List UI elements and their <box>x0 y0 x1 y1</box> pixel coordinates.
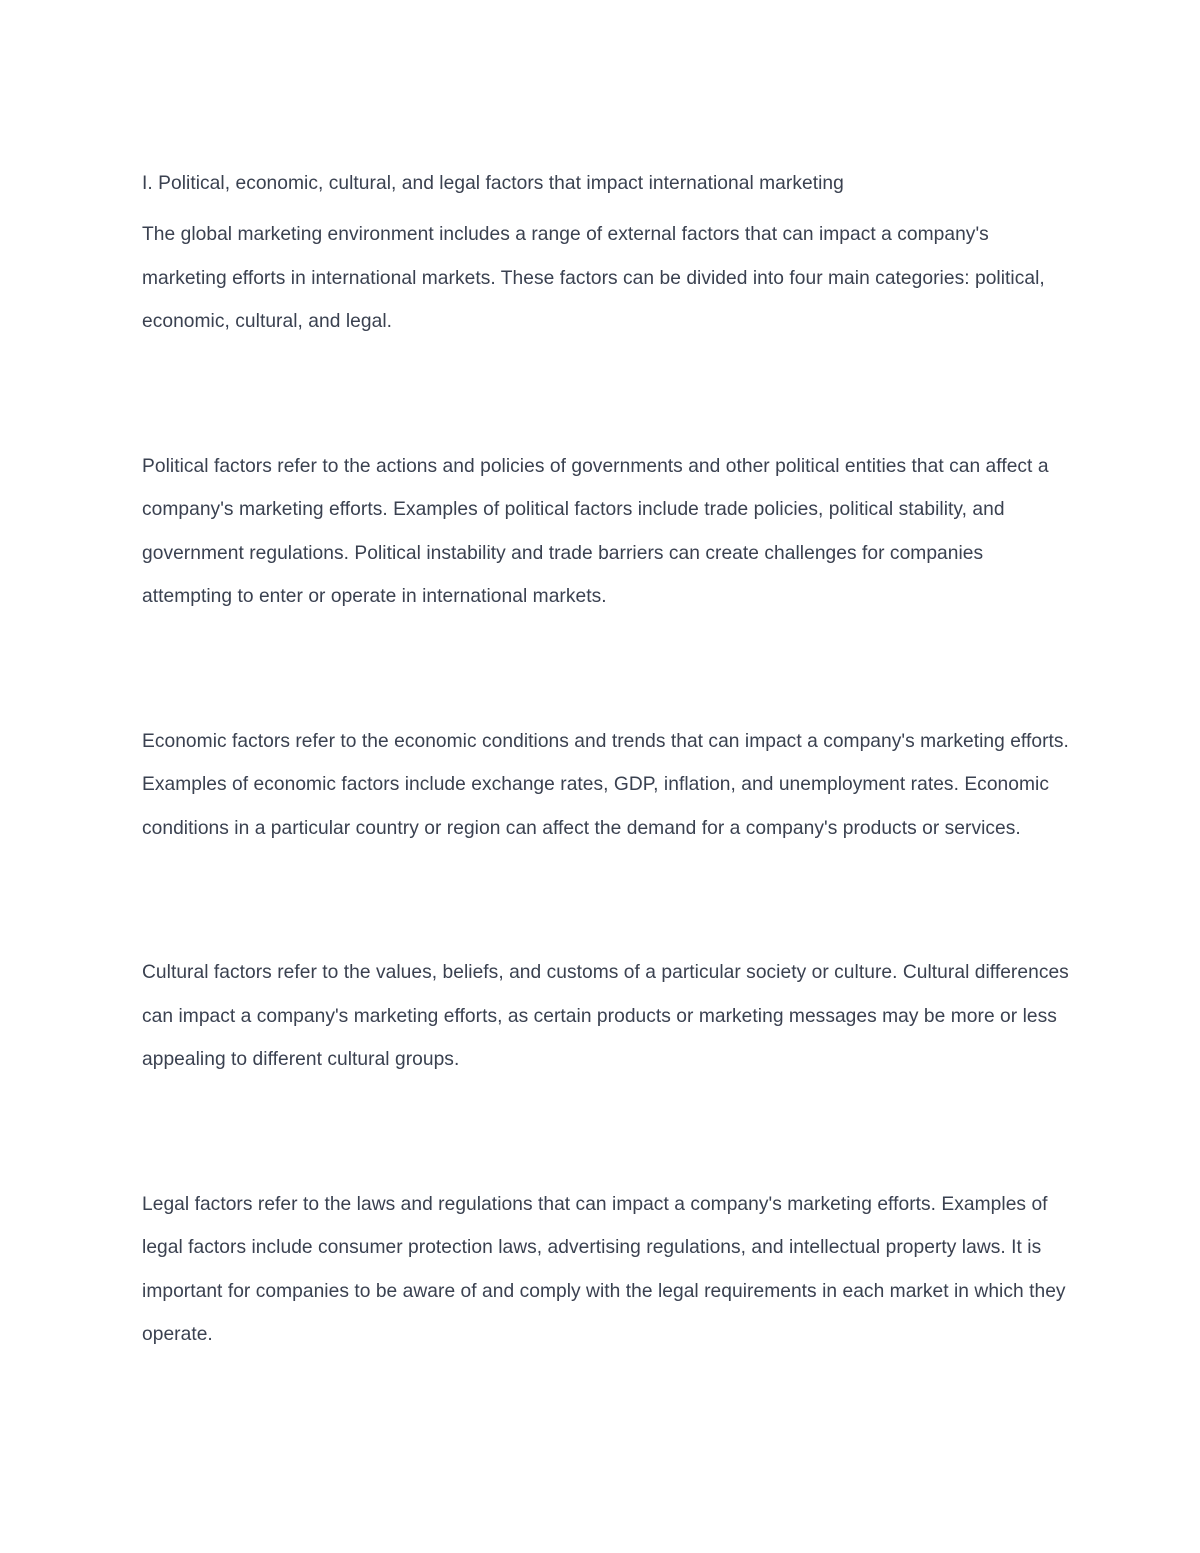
document-body <box>142 168 1072 1357</box>
paragraph-intro: The global marketing environment includes a range of external factors that can impact a company's marketing efforts in international markets. These factors can be divided into four main categories: political, economic, cultural, and legal. <box>142 224 1045 332</box>
paragraph-economic: Economic factors refer to the economic conditions and trends that can impact a company's marketing efforts. Examples of economic factors include exchange rates, GDP, inflation, and unemployment rates. Economic conditions in a particular country or region can affect the demand for a company's products or services. <box>142 730 1069 839</box>
paragraph-legal: Legal factors refer to the laws and regulations that can impact a company's marketing efforts. Examples of legal factors include consumer protection laws, advertising regulations, and intellectual property laws. It is important for companies to be aware of and comply with the legal requirements in each market in which they operate. <box>142 1193 1066 1345</box>
paragraph-cultural: Cultural factors refer to the values, beliefs, and customs of a particular society or culture. Cultural differences can impact a company's marketing efforts, as certain products or marketing messages may be more or less appealing to different cultural groups. <box>142 962 1069 1070</box>
paragraph-political: Political factors refer to the actions and policies of governments and other political entities that can affect a company's marketing efforts. Examples of political factors include trade policies, political stability, and government regulations. Political instability and trade barriers can create challenges for companies attempting to enter or operate in international markets. <box>142 455 1049 607</box>
section-heading: I. Political, economic, cultural, and legal factors that impact international marketing <box>142 173 844 194</box>
